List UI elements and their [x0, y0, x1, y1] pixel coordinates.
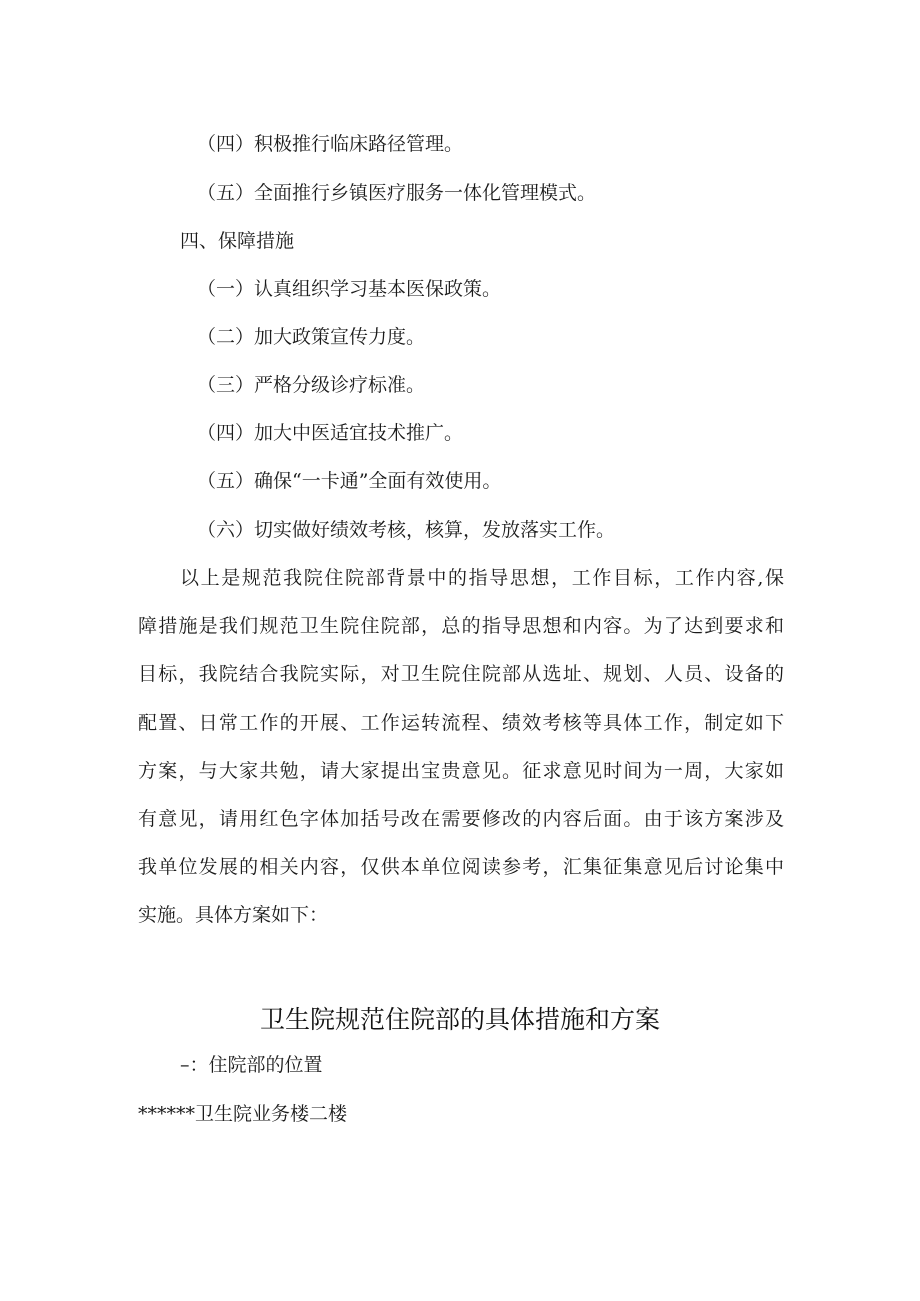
guarantee-item-1: （一）认真组织学习基本医保政策。 — [197, 278, 502, 300]
guarantee-item-5: （五）确保“一卡通”全面有效使用。 — [197, 470, 502, 492]
measure-item-5: （五）全面推行乡镇医疗服务一体化管理模式。 — [197, 182, 597, 204]
summary-line: 障措施是我们规范卫生院住院部，总的指导思想和内容。为了达到要求和 — [138, 615, 784, 637]
section-heading-guarantee: 四、保障措施 — [180, 230, 295, 252]
summary-line: 以上是规范我院住院部背景中的指导思想，工作目标，工作内容,保 — [180, 567, 784, 589]
summary-line: 我单位发展的相关内容，仅供本单位阅读参考，汇集征集意见后讨论集中 — [138, 856, 784, 878]
summary-line: 有意见，请用红色字体加括号改在需要修改的内容后面。由于该方案涉及 — [138, 808, 784, 830]
guarantee-item-3: （三）严格分级诊疗标准。 — [197, 374, 426, 396]
measure-item-4: （四）积极推行临床路径管理。 — [197, 133, 464, 155]
guarantee-item-4: （四）加大中医适宜技术推广。 — [197, 422, 464, 444]
guarantee-item-6: （六）切实做好绩效考核，核算，发放落实工作。 — [197, 519, 616, 541]
summary-line: 配置、日常工作的开展、工作运转流程、绩效考核等具体工作，制定如下 — [138, 712, 784, 734]
location-text: ******卫生院业务楼二楼 — [138, 1103, 348, 1125]
summary-line: 目标，我院结合我院实际，对卫生院住院部从选址、规划、人员、设备的 — [138, 663, 784, 685]
summary-line: 实施。具体方案如下： — [138, 904, 329, 926]
guarantee-item-2: （二）加大政策宣传力度。 — [197, 326, 426, 348]
summary-line: 方案，与大家共勉，请大家提出宝贵意见。征求意见时间为一周，大家如 — [138, 760, 784, 782]
plan-title: 卫生院规范住院部的具体措施和方案 — [259, 1005, 660, 1034]
location-heading: –：住院部的位置 — [180, 1054, 323, 1076]
